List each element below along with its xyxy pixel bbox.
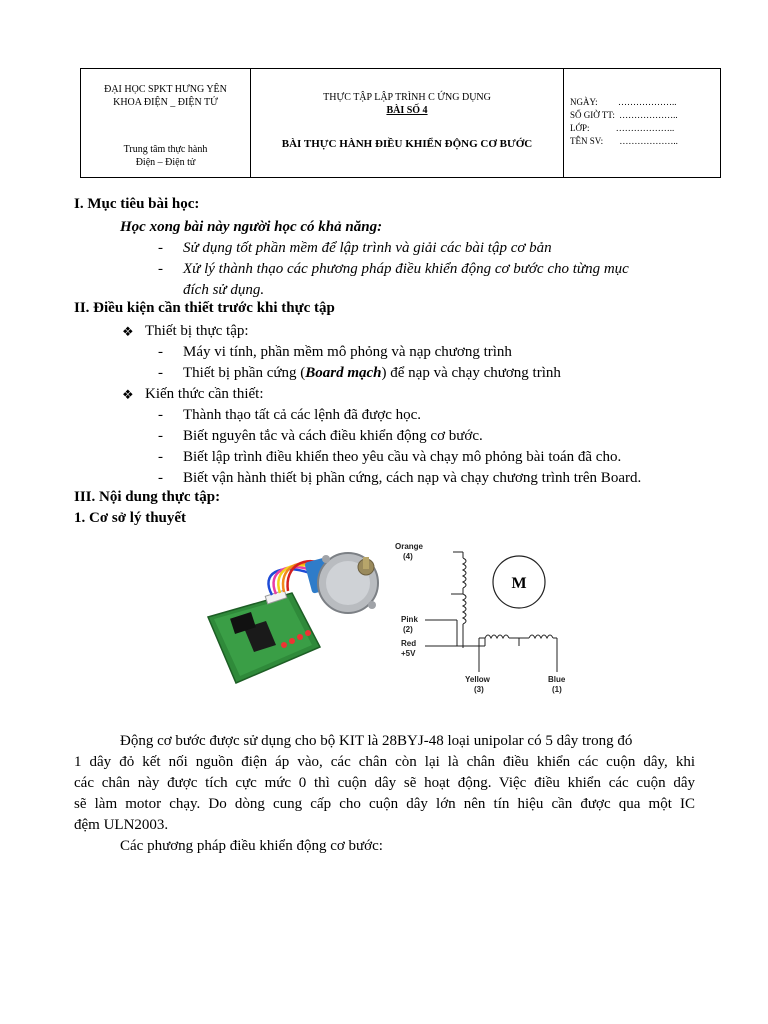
group-knowledge: Kiến thức cần thiết: bbox=[145, 386, 264, 402]
knowledge-item: Biết nguyên tắc và cách điều khiển động cơ bước. bbox=[183, 428, 483, 444]
objective-item: Xử lý thành thạo các phương pháp điều khiển động cơ bước cho từng mục bbox=[183, 261, 629, 277]
label-orange-num: (4) bbox=[403, 552, 413, 561]
center-block bbox=[81, 143, 250, 169]
diamond-bullet-icon: ❖ bbox=[122, 387, 134, 402]
section2-heading: II. Điều kiện cần thiết trước khi thực tập bbox=[74, 300, 335, 316]
dash: - bbox=[158, 261, 163, 277]
paragraph-line: Động cơ bước được sử dụng cho bộ KIT là 28BYJ-48 loại unipolar có 5 dây trong đó bbox=[120, 733, 633, 749]
label-red-v: +5V bbox=[401, 649, 416, 658]
dash: - bbox=[158, 470, 163, 486]
paragraph-line: đệm ULN2003. bbox=[74, 817, 169, 833]
equipment-item: Máy vi tính, phần mềm mô phỏng và nạp chương trình bbox=[183, 344, 512, 360]
label-yellow: Yellow bbox=[465, 675, 490, 684]
label-red: Red bbox=[401, 639, 417, 648]
lesson-title: BÀI THỰC HÀNH ĐIỀU KHIỂN ĐỘNG CƠ BƯỚC bbox=[281, 138, 533, 150]
knowledge-item: Thành thạo tất cả các lệnh đã được học. bbox=[183, 407, 422, 423]
dash: - bbox=[158, 449, 163, 465]
label-orange: Orange bbox=[395, 542, 424, 551]
label-pink: Pink bbox=[401, 615, 418, 624]
school-block bbox=[81, 83, 250, 109]
coil-top bbox=[463, 558, 466, 588]
wiring-diagram bbox=[395, 538, 580, 696]
paragraph-line: 1 dây đỏ kết nối nguồn điện áp vào, các chân còn lại là chân điều khiển các cuộn dây, khi bbox=[74, 754, 695, 770]
coil-bottom bbox=[463, 594, 466, 624]
lesson-number: BÀI SỐ 4 bbox=[386, 105, 428, 116]
knowledge-item: Biết lập trình điều khiển theo yêu cầu và chạy mô phỏng bài toán đã cho. bbox=[183, 449, 622, 465]
paragraph-line: sẽ làm motor chạy. Do dòng cung cấp cho cuộn dây lớn nên tín hiệu cần được qua một IC bbox=[74, 796, 695, 812]
section1-intro: Học xong bài này người học có khả năng: bbox=[120, 219, 383, 235]
objective-item: Sử dụng tốt phần mềm để lập trình và giải các bài tập cơ bản bbox=[183, 240, 552, 256]
group-equipment: Thiết bị thực tập: bbox=[145, 323, 249, 339]
diamond-bullet-icon: ❖ bbox=[122, 324, 134, 339]
course-name: THỰC TẬP LẬP TRÌNH C ỨNG DỤNG bbox=[323, 92, 491, 103]
section1-heading: I. Mục tiêu bài học: bbox=[74, 196, 200, 212]
paragraph-line: Các phương pháp điều khiển động cơ bước: bbox=[120, 838, 383, 854]
dash: - bbox=[158, 428, 163, 444]
header-divider bbox=[250, 69, 251, 177]
center-line2: Điện – Điện tử bbox=[135, 157, 196, 168]
label-yellow-num: (3) bbox=[474, 685, 484, 694]
field-hours: SỐ GIỜ TT: ……………….. bbox=[570, 110, 678, 120]
dash: - bbox=[158, 365, 163, 381]
dash: - bbox=[158, 240, 163, 256]
dash: - bbox=[158, 344, 163, 360]
header-divider bbox=[563, 69, 564, 177]
center-line1: Trung tâm thực hành bbox=[123, 144, 208, 155]
objective-item-cont: đích sử dụng. bbox=[183, 282, 265, 298]
dash: - bbox=[158, 407, 163, 423]
motor-label: M bbox=[511, 575, 527, 592]
paragraph-line: các chân này được tích cực mức 0 thì cuộn dây sẽ hoạt động. Việc điều khiển các cuộn dây bbox=[74, 775, 695, 791]
faculty-name: KHOA ĐIỆN _ ĐIỆN TỬ bbox=[113, 97, 218, 108]
knowledge-item: Biết vận hành thiết bị phần cứng, cách nạp và chạy chương trình trên Board. bbox=[183, 470, 642, 486]
section3-sub1: 1. Cơ sở lý thuyết bbox=[74, 510, 187, 526]
course-block bbox=[251, 91, 563, 117]
equipment-item: Thiết bị phần cứng (Board mạch) để nạp và chạy chương trình bbox=[183, 365, 561, 381]
school-name: ĐẠI HỌC SPKT HƯNG YÊN bbox=[104, 84, 227, 95]
header-table bbox=[80, 68, 721, 178]
form-fields bbox=[570, 96, 678, 148]
label-blue: Blue bbox=[548, 675, 566, 684]
field-class: LỚP: ……………….. bbox=[570, 123, 675, 133]
field-date: NGÀY: ……………….. bbox=[570, 97, 677, 107]
coil-left bbox=[485, 635, 509, 638]
label-pink-num: (2) bbox=[403, 625, 413, 634]
field-student: TÊN SV: ……………….. bbox=[570, 136, 678, 146]
label-blue-num: (1) bbox=[552, 685, 562, 694]
section3-heading: III. Nội dung thực tập: bbox=[74, 489, 221, 505]
stepper-motor-photo bbox=[180, 533, 390, 695]
coil-right bbox=[529, 635, 553, 638]
